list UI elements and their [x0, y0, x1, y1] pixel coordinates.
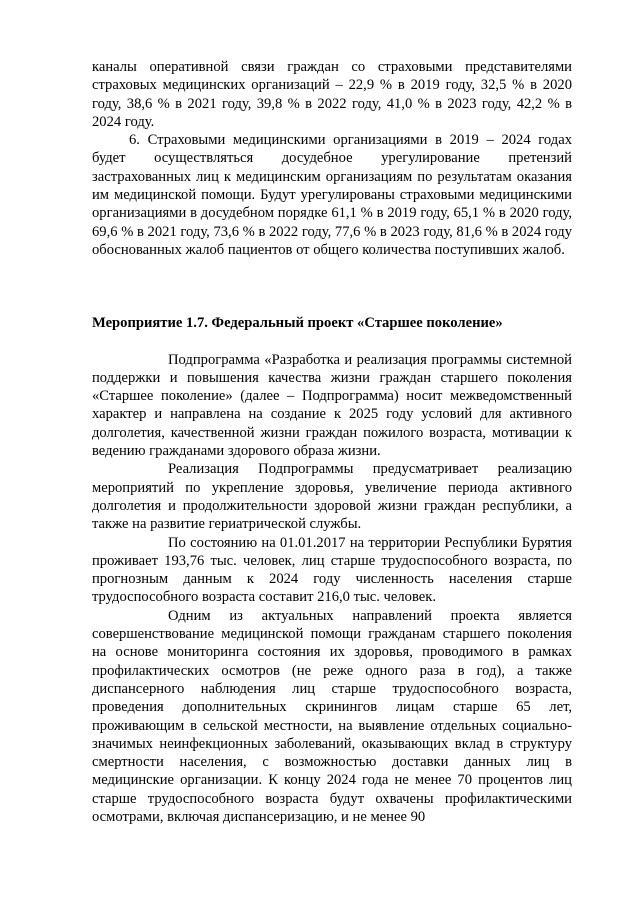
paragraph-subprogram: Подпрограмма «Разработка и реализация программы системной поддержки и повышения качества жизни граждан старшего поколения «Старшее поколение» (далее – Подпрограмма) носит межведомственный характер и направлена на создание к 2025 году условий для активного долголетия, качественной жизни граждан пожилого возраста, мотивации к ведению гражданами здорового образа жизни. [92, 351, 572, 460]
section-heading: Мероприятие 1.7. Федеральный проект «Старшее поколение» [92, 315, 503, 332]
section-spacer [92, 259, 572, 314]
paragraph-pretrial-settlement: 6. Страховыми медицинскими организациями в 2019 – 2024 годах будет осуществляться досудебное урегулирование претензий застрахованных лиц к медицинским организациям по результатам оказания им медицинской помощи. Будут урегулированы страховыми медицинскими организациями в досудебном порядке 61,1 % в 2019 году, 65,1 % в 2020 году, 69,6 % в 2021 году, 73,6 % в 2022 году, 77,6 % в 2023 году, 81,6 % в 2024 году обоснованных жалоб пациентов от общего количества поступивших жалоб. [92, 132, 572, 258]
document-page [92, 58, 572, 826]
heading-spacer [92, 333, 572, 351]
paragraph-implementation: Реализация Подпрограммы предусматривает реализацию мероприятий по укрепление здоровья, увеличение периода активного долголетия и продолжительности здоровой жизни граждан республики, а также на развитие гериатрической службы. [92, 461, 572, 533]
paragraph-directions: Одним из актуальных направлений проекта является совершенствование медицинской помощи гражданам старшего поколения на основе мониторинга состояния их здоровья, проводимого в рамках профилактических осмотров (не реже одного раза в год), а также диспансерного наблюдения лиц старше трудоспособного возраста, проведения дополнительных скринингов лицам старше 65 лет, проживающим в сельской местности, на выявление отдельных социально-значимых неинфекционных заболеваний, оказывающих вклад в структуру смертности населения, с возможностью доставки данных лиц в медицинские организации. К концу 2024 года не менее 70 процентов лиц старше трудоспособного возраста будут охвачены профилактическими осмотрами, включая диспансеризацию, и не менее 90 [92, 607, 572, 825]
paragraph-insurance-channels: каналы оперативной связи граждан со страховыми представителями страховых медицинских организаций – 22,9 % в 2019 году, 32,5 % в 2020 году, 38,6 % в 2021 году, 39,8 % в 2022 году, 41,0 % в 2023 году, 42,2 % в 2024 году. [92, 59, 572, 130]
paragraph-population: По состоянию на 01.01.2017 на территории Республики Бурятия проживает 193,76 тыс. человек, лиц старше трудоспособного возраста, по прогнозным данным к 2024 году численность населения старше трудоспособного возраста составит 216,0 тыс. человек. [92, 534, 572, 606]
